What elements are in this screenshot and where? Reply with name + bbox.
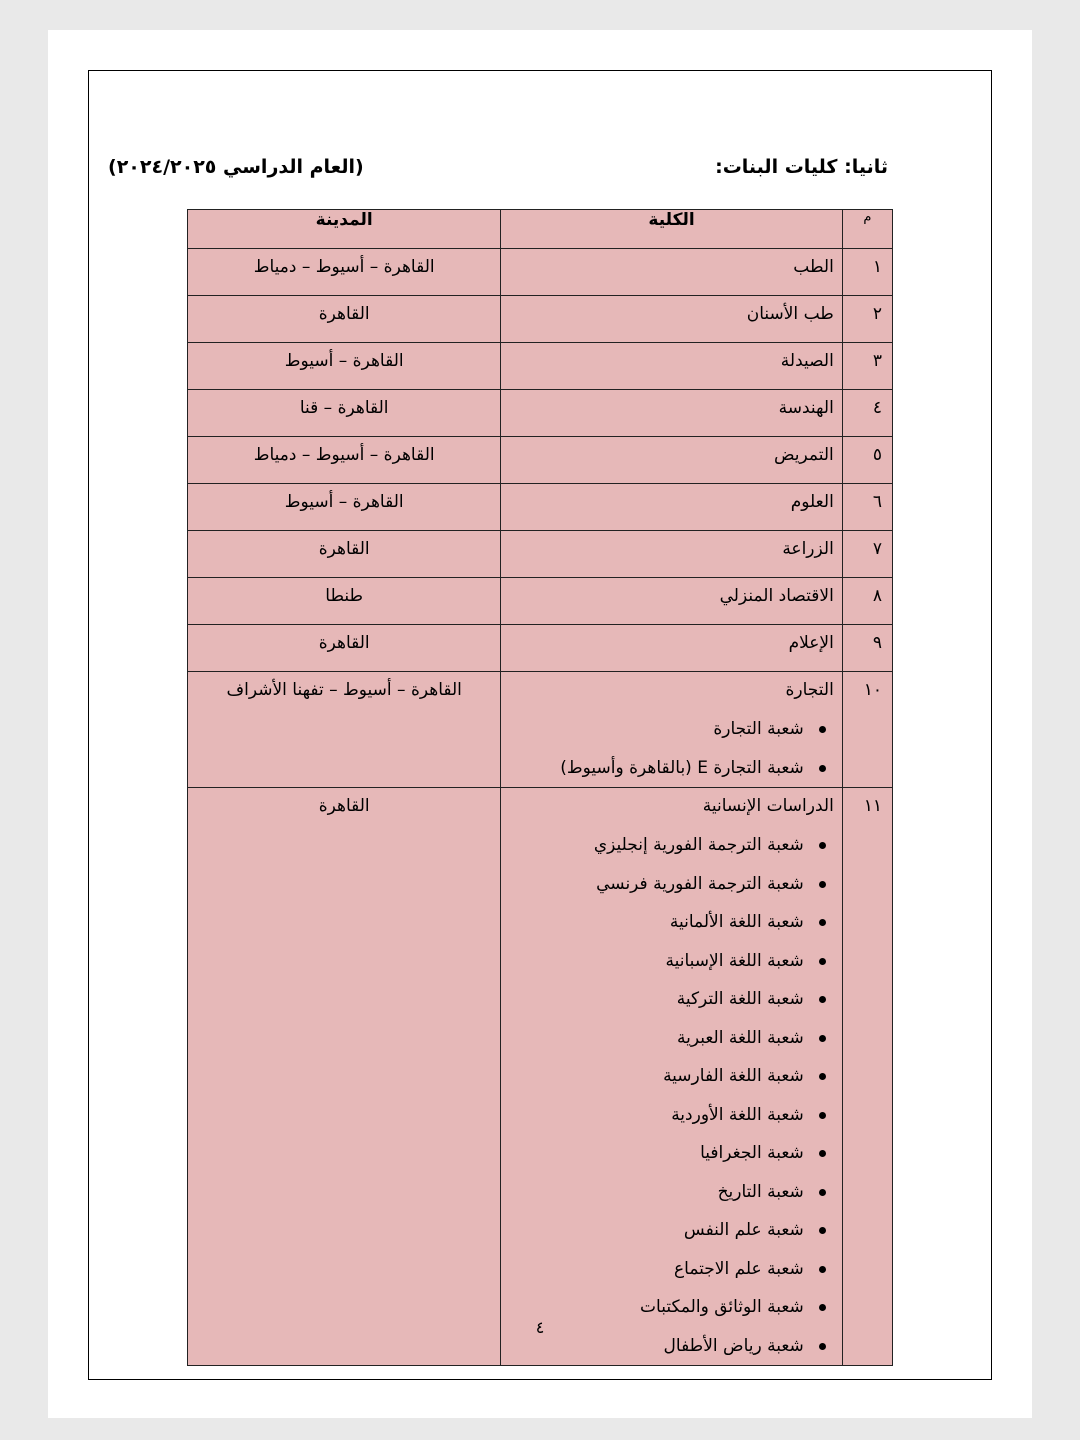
branch-item: شعبة التجارة — [501, 710, 833, 749]
city-list: القاهرة — [188, 531, 501, 578]
branch-item: شعبة اللغة الأوردية — [501, 1096, 833, 1135]
row-number: ١٠ — [842, 672, 892, 788]
city-list: القاهرة – أسيوط – دمياط — [188, 437, 501, 484]
table-row — [188, 249, 893, 296]
branch-item: شعبة اللغة الألمانية — [501, 903, 833, 942]
faculty-name: العلوم — [501, 484, 842, 531]
city-list: القاهرة — [188, 788, 501, 1366]
branch-item: شعبة التاريخ — [501, 1173, 833, 1212]
table-row — [188, 296, 893, 343]
faculty-name: التجارة — [785, 680, 834, 700]
header-faculty: الكلية — [501, 210, 842, 249]
row-number: ٢ — [842, 296, 892, 343]
branch-item: شعبة التجارة E (بالقاهرة وأسيوط) — [501, 749, 833, 788]
branch-item: شعبة الترجمة الفورية فرنسي — [501, 865, 833, 904]
branch-item: شعبة علم الاجتماع — [501, 1250, 833, 1289]
faculty-cell — [501, 672, 842, 788]
faculty-name: الزراعة — [501, 531, 842, 578]
academic-year: (العام الدراسي ٢٠٢٤/٢٠٢٥) — [108, 156, 364, 178]
city-list: القاهرة – أسيوط — [188, 343, 501, 390]
branch-item: شعبة اللغة العبرية — [501, 1019, 833, 1058]
faculty-name: التمريض — [501, 437, 842, 484]
faculty-name: الصيدلة — [501, 343, 842, 390]
faculty-name: الإعلام — [501, 625, 842, 672]
page-number: ٤ — [535, 1318, 545, 1337]
faculty-cell — [501, 788, 842, 1366]
row-number: ١١ — [842, 788, 892, 1366]
table-row — [188, 625, 893, 672]
table-row — [188, 578, 893, 625]
branch-item: شعبة اللغة الفارسية — [501, 1057, 833, 1096]
city-list: القاهرة – أسيوط – دمياط — [188, 249, 501, 296]
row-number: ٦ — [842, 484, 892, 531]
table-row — [188, 484, 893, 531]
city-list: القاهرة – أسيوط — [188, 484, 501, 531]
header-number: م — [842, 210, 892, 249]
city-list: طنطا — [188, 578, 501, 625]
table-row — [188, 437, 893, 484]
row-number: ١ — [842, 249, 892, 296]
row-number: ٤ — [842, 390, 892, 437]
branch-item: شعبة اللغة الإسبانية — [501, 942, 833, 981]
section-heading — [108, 150, 888, 190]
row-number: ٣ — [842, 343, 892, 390]
faculty-name: الاقتصاد المنزلي — [501, 578, 842, 625]
faculty-name: الهندسة — [501, 390, 842, 437]
branch-item: شعبة الوثائق والمكتبات — [501, 1288, 833, 1327]
branch-list — [501, 826, 833, 1365]
branch-item: شعبة الجغرافيا — [501, 1134, 833, 1173]
branch-item: شعبة الترجمة الفورية إنجليزي — [501, 826, 833, 865]
header-city: المدينة — [188, 210, 501, 249]
faculty-name: الطب — [501, 249, 842, 296]
table-row — [188, 672, 893, 788]
branch-item: شعبة رياض الأطفال — [501, 1327, 833, 1366]
city-list: القاهرة – أسيوط – تفهنا الأشراف — [188, 672, 501, 788]
faculties-table — [187, 209, 893, 1366]
faculty-name: الدراسات الإنسانية — [702, 796, 834, 816]
table-row — [188, 531, 893, 578]
row-number: ٨ — [842, 578, 892, 625]
table-row — [188, 788, 893, 1366]
city-list: القاهرة — [188, 625, 501, 672]
section-title: ثانيا: كليات البنات: — [715, 156, 888, 178]
row-number: ٥ — [842, 437, 892, 484]
row-number: ٧ — [842, 531, 892, 578]
row-number: ٩ — [842, 625, 892, 672]
table-row — [188, 390, 893, 437]
city-list: القاهرة – قنا — [188, 390, 501, 437]
city-list: القاهرة — [188, 296, 501, 343]
table-row — [188, 343, 893, 390]
branch-item: شعبة اللغة التركية — [501, 980, 833, 1019]
table-header-row — [188, 210, 893, 249]
branch-item: شعبة علم النفس — [501, 1211, 833, 1250]
faculty-name: طب الأسنان — [501, 296, 842, 343]
branch-list — [501, 710, 833, 787]
